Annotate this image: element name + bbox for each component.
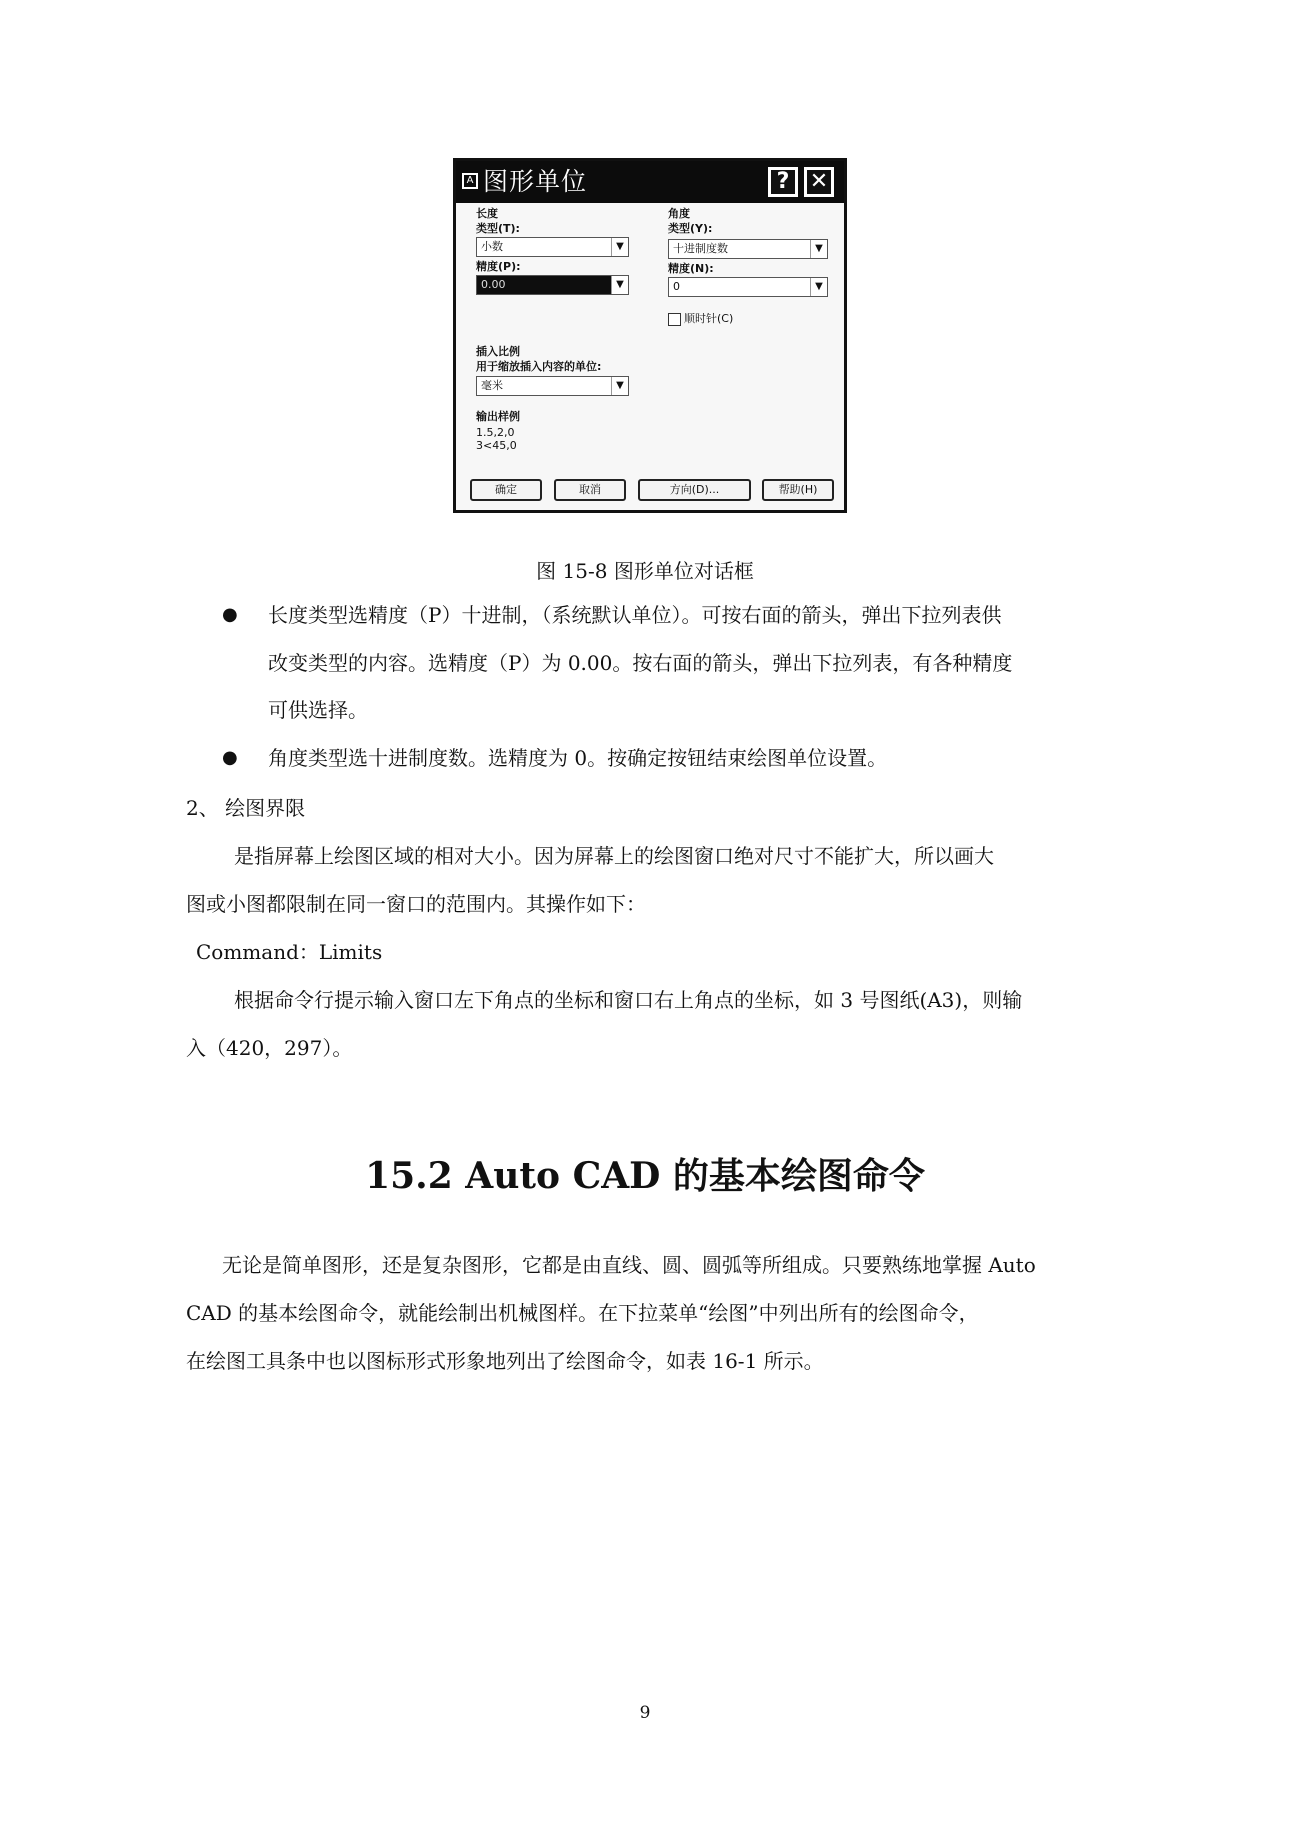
section-heading: 15.2 Auto CAD 的基本绘图命令 bbox=[365, 1155, 925, 1197]
length-type-label: 类型(T): bbox=[476, 222, 520, 235]
command-line: Command：Limits bbox=[196, 940, 383, 964]
angle-type-label: 类型(Y): bbox=[668, 222, 713, 235]
dialog-app-icon: A bbox=[462, 173, 478, 189]
bullet-icon: ● bbox=[222, 604, 238, 625]
page-number: 9 bbox=[639, 1703, 651, 1723]
close-button[interactable]: ✕ bbox=[804, 167, 834, 197]
output-sample-label: 输出样例 bbox=[476, 410, 520, 423]
clockwise-label: 顺时针(C) bbox=[684, 312, 734, 325]
angle-precision-label: 精度(N): bbox=[668, 262, 714, 275]
length-precision-label: 精度(P): bbox=[476, 260, 521, 273]
bullet1-line2: 改变类型的内容。选精度（P）为 0.00。按右面的箭头，弹出下拉列表，有各种精度 bbox=[268, 651, 1013, 675]
insert-scale-label: 插入比例 bbox=[476, 345, 520, 358]
length-precision-value: 0.00 bbox=[481, 278, 506, 291]
insert-units-select[interactable] bbox=[476, 376, 629, 396]
length-group-label: 长度 bbox=[476, 207, 498, 220]
chevron-down-icon: ▼ bbox=[810, 278, 827, 296]
help-button[interactable]: ? bbox=[768, 167, 798, 197]
help-text-button[interactable]: 帮助(H) bbox=[762, 479, 834, 501]
length-precision-select[interactable] bbox=[476, 275, 629, 295]
clockwise-checkbox[interactable] bbox=[668, 313, 681, 326]
direction-button[interactable]: 方向(D)... bbox=[638, 479, 751, 501]
chevron-down-icon: ▼ bbox=[611, 238, 628, 256]
chevron-down-icon: ▼ bbox=[611, 276, 628, 294]
intro-line1: 无论是简单图形，还是复杂图形，它都是由直线、圆、圆弧等所组成。只要熟练地掌握 Auto bbox=[222, 1253, 1036, 1277]
insert-units-value: 毫米 bbox=[481, 379, 503, 392]
length-type-select[interactable] bbox=[476, 237, 629, 257]
angle-type-select[interactable] bbox=[668, 239, 828, 259]
dialog-title: 图形单位 bbox=[483, 167, 588, 196]
section2-p2-line2: 入（420，297）。 bbox=[186, 1036, 353, 1060]
angle-group-label: 角度 bbox=[668, 207, 690, 220]
intro-line3: 在绘图工具条中也以图标形式形象地列出了绘图命令，如表 16-1 所示。 bbox=[186, 1349, 824, 1373]
output-sample-line1: 1.5,2,0 bbox=[476, 426, 515, 439]
angle-type-value: 十进制度数 bbox=[673, 242, 728, 255]
section-title: 2、 绘图界限 bbox=[186, 796, 306, 820]
length-type-value: 小数 bbox=[481, 240, 503, 253]
cancel-button[interactable]: 取消 bbox=[554, 479, 626, 501]
section2-p1-line2: 图或小图都限制在同一窗口的范围内。其操作如下： bbox=[186, 892, 646, 916]
angle-precision-value: 0 bbox=[673, 280, 680, 293]
chevron-down-icon: ▼ bbox=[611, 377, 628, 395]
dialog-titlebar bbox=[456, 161, 844, 203]
bullet-icon: ● bbox=[222, 747, 238, 768]
bullet1-line1: 长度类型选精度（P）十进制，（系统默认单位）。可按右面的箭头，弹出下拉列表供 bbox=[268, 603, 1002, 627]
bullet1-line3: 可供选择。 bbox=[268, 698, 368, 722]
chevron-down-icon: ▼ bbox=[810, 240, 827, 258]
output-sample-line2: 3<45,0 bbox=[476, 439, 517, 452]
angle-precision-select[interactable] bbox=[668, 277, 828, 297]
figure-caption: 图 15-8 图形单位对话框 bbox=[536, 559, 754, 583]
units-dialog-figure bbox=[453, 158, 847, 513]
ok-button[interactable]: 确定 bbox=[470, 479, 542, 501]
bullet2-line1: 角度类型选十进制度数。选精度为 0。按确定按钮结束绘图单位设置。 bbox=[268, 746, 888, 770]
intro-line2: CAD 的基本绘图命令，就能绘制出机械图样。在下拉菜单“绘图”中列出所有的绘图命令， bbox=[186, 1301, 979, 1325]
section2-p2-line1: 根据命令行提示输入窗口左下角点的坐标和窗口右上角点的坐标，如 3 号图纸(A3)，则输 bbox=[234, 988, 1023, 1012]
insert-units-label: 用于缩放插入内容的单位: bbox=[476, 360, 602, 373]
section2-p1-line1: 是指屏幕上绘图区域的相对大小。因为屏幕上的绘图窗口绝对尺寸不能扩大，所以画大 bbox=[234, 844, 994, 868]
